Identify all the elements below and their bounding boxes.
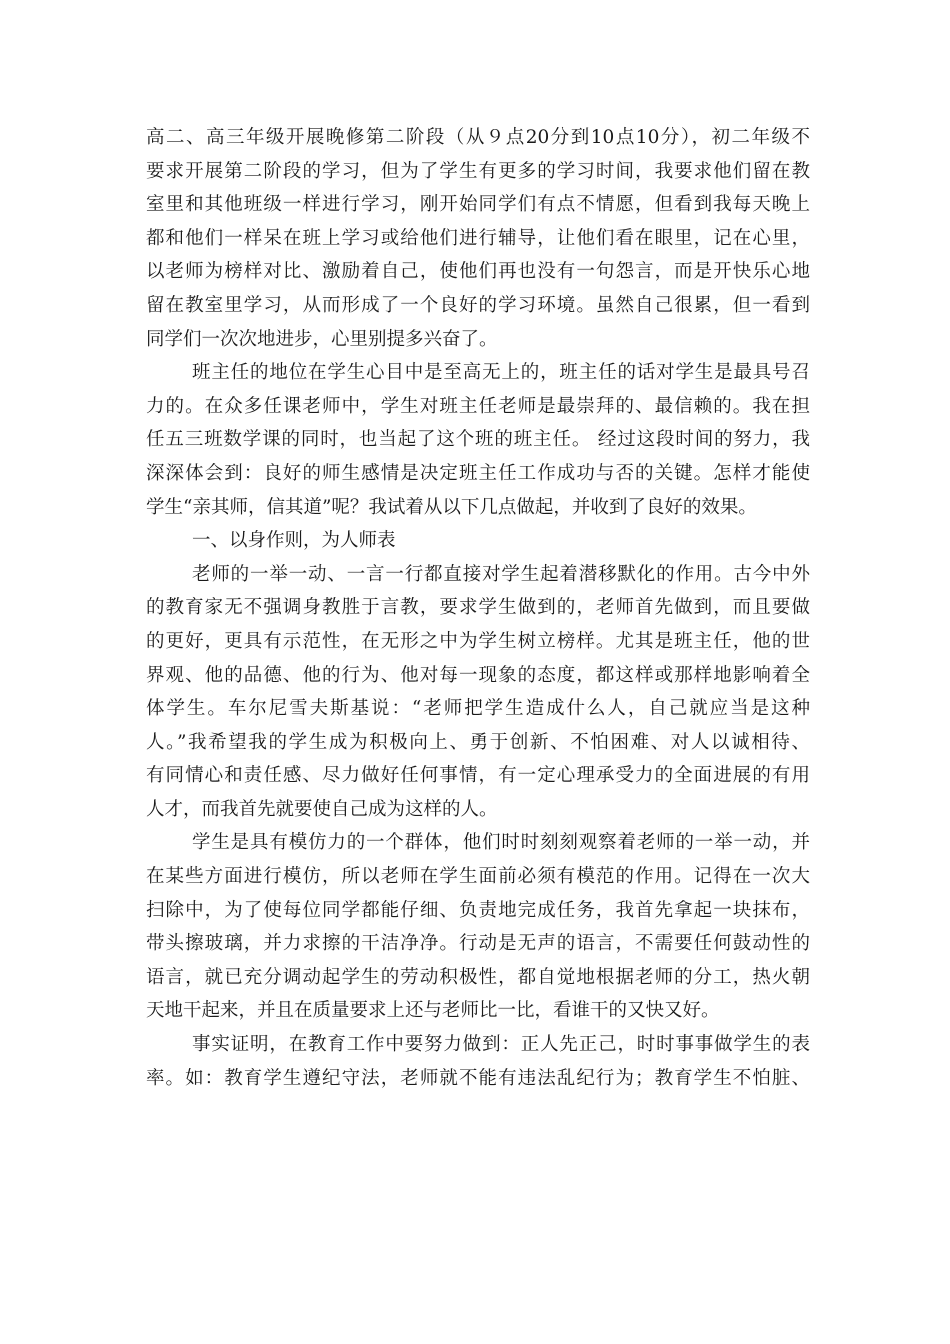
text-line: 率。如：教育学生遵纪守法，老师就不能有违法乱纪行为；教育学生不怕脏、 <box>146 1067 810 1089</box>
text-line: 界观、他的品德、他的行为、他对每一现象的态度，都这样或那样地影响着全 <box>146 664 810 686</box>
document-body <box>146 121 810 1095</box>
text-line: 留在教室里学习，从而形成了一个良好的学习环境。虽然自己很累，但一看到 <box>146 294 810 316</box>
text-line: 同学们一次次地进步，心里别提多兴奋了。 <box>146 328 498 350</box>
text-line: 有同情心和责任感、尽力做好任何事情，有一定心理承受力的全面进展的有用 <box>146 765 810 787</box>
text-line: 扫除中，为了使每位同学都能仔细、负责地完成任务，我首先拿起一块抹布， <box>146 899 810 921</box>
text-line: 高二、高三年级开展晚修第二阶段（从９点20分到10点10分），初二年级不 <box>146 127 810 148</box>
text-line: 室里和其他班级一样进行学习，刚开始同学们有点不情愿，但看到我每天晚上 <box>146 194 810 216</box>
text-line: 力的。在众多任课老师中，学生对班主任老师是最崇拜的、最信赖的。我在担 <box>146 395 810 417</box>
text-line: 人。”我希望我的学生成为积极向上、勇于创新、不怕困难、对人以诚相待、 <box>146 731 810 753</box>
text-line: 学生“亲其师，信其道”呢？我试着从以下几点做起，并收到了良好的效果。 <box>146 496 757 518</box>
text-line: 带头擦玻璃，并力求擦的干洁净净。行动是无声的语言，不需要任何鼓动性的 <box>146 933 810 955</box>
text-line: 体学生。车尔尼雪夫斯基说：“老师把学生造成什么人，自己就应当是这种 <box>146 698 810 720</box>
text-line: 班主任的地位在学生心目中是至高无上的，班主任的话对学生是最具号召 <box>192 362 810 384</box>
text-line: 老师的一举一动、一言一行都直接对学生起着潜移默化的作用。古今中外 <box>192 563 810 585</box>
text-line: 以老师为榜样对比、激励着自己，使他们再也没有一句怨言，而是开快乐心地 <box>146 261 810 283</box>
text-line: 深深体会到：良好的师生感情是决定班主任工作成功与否的关键。怎样才能使 <box>146 462 810 484</box>
text-line: 都和他们一样呆在班上学习或给他们进行辅导，让他们看在眼里，记在心里， <box>146 227 810 249</box>
text-line: 要求开展第二阶段的学习，但为了学生有更多的学习时间，我要求他们留在教 <box>146 160 810 182</box>
text-line: 在某些方面进行模仿，所以老师在学生面前必须有模范的作用。记得在一次大 <box>146 866 810 888</box>
text-line: 事实证明，在教育工作中要努力做到：正人先正己，时时事事做学生的表 <box>192 1034 810 1056</box>
text-line: 的更好，更具有示范性，在无形之中为学生树立榜样。尤其是班主任，他的世 <box>146 630 810 652</box>
text-line: 学生是具有模仿力的一个群体，他们时时刻刻观察着老师的一举一动，并 <box>192 832 810 854</box>
text-line: 人才，而我首先就要使自己成为这样的人。 <box>146 798 498 820</box>
text-line: 的教育家无不强调身教胜于言教，要求学生做到的，老师首先做到，而且要做 <box>146 597 810 619</box>
text-line: 语言，就已充分调动起学生的劳动积极性，都自觉地根据老师的分工，热火朝 <box>146 966 810 988</box>
text-line: 天地干起来，并且在质量要求上还与老师比一比，看谁干的又快又好。 <box>146 1000 720 1022</box>
section-heading: 一、以身作则，为人师表 <box>192 530 396 552</box>
text-line: 任五三班数学课的同时，也当起了这个班的班主任。 经过这段时间的努力，我 <box>146 429 810 451</box>
